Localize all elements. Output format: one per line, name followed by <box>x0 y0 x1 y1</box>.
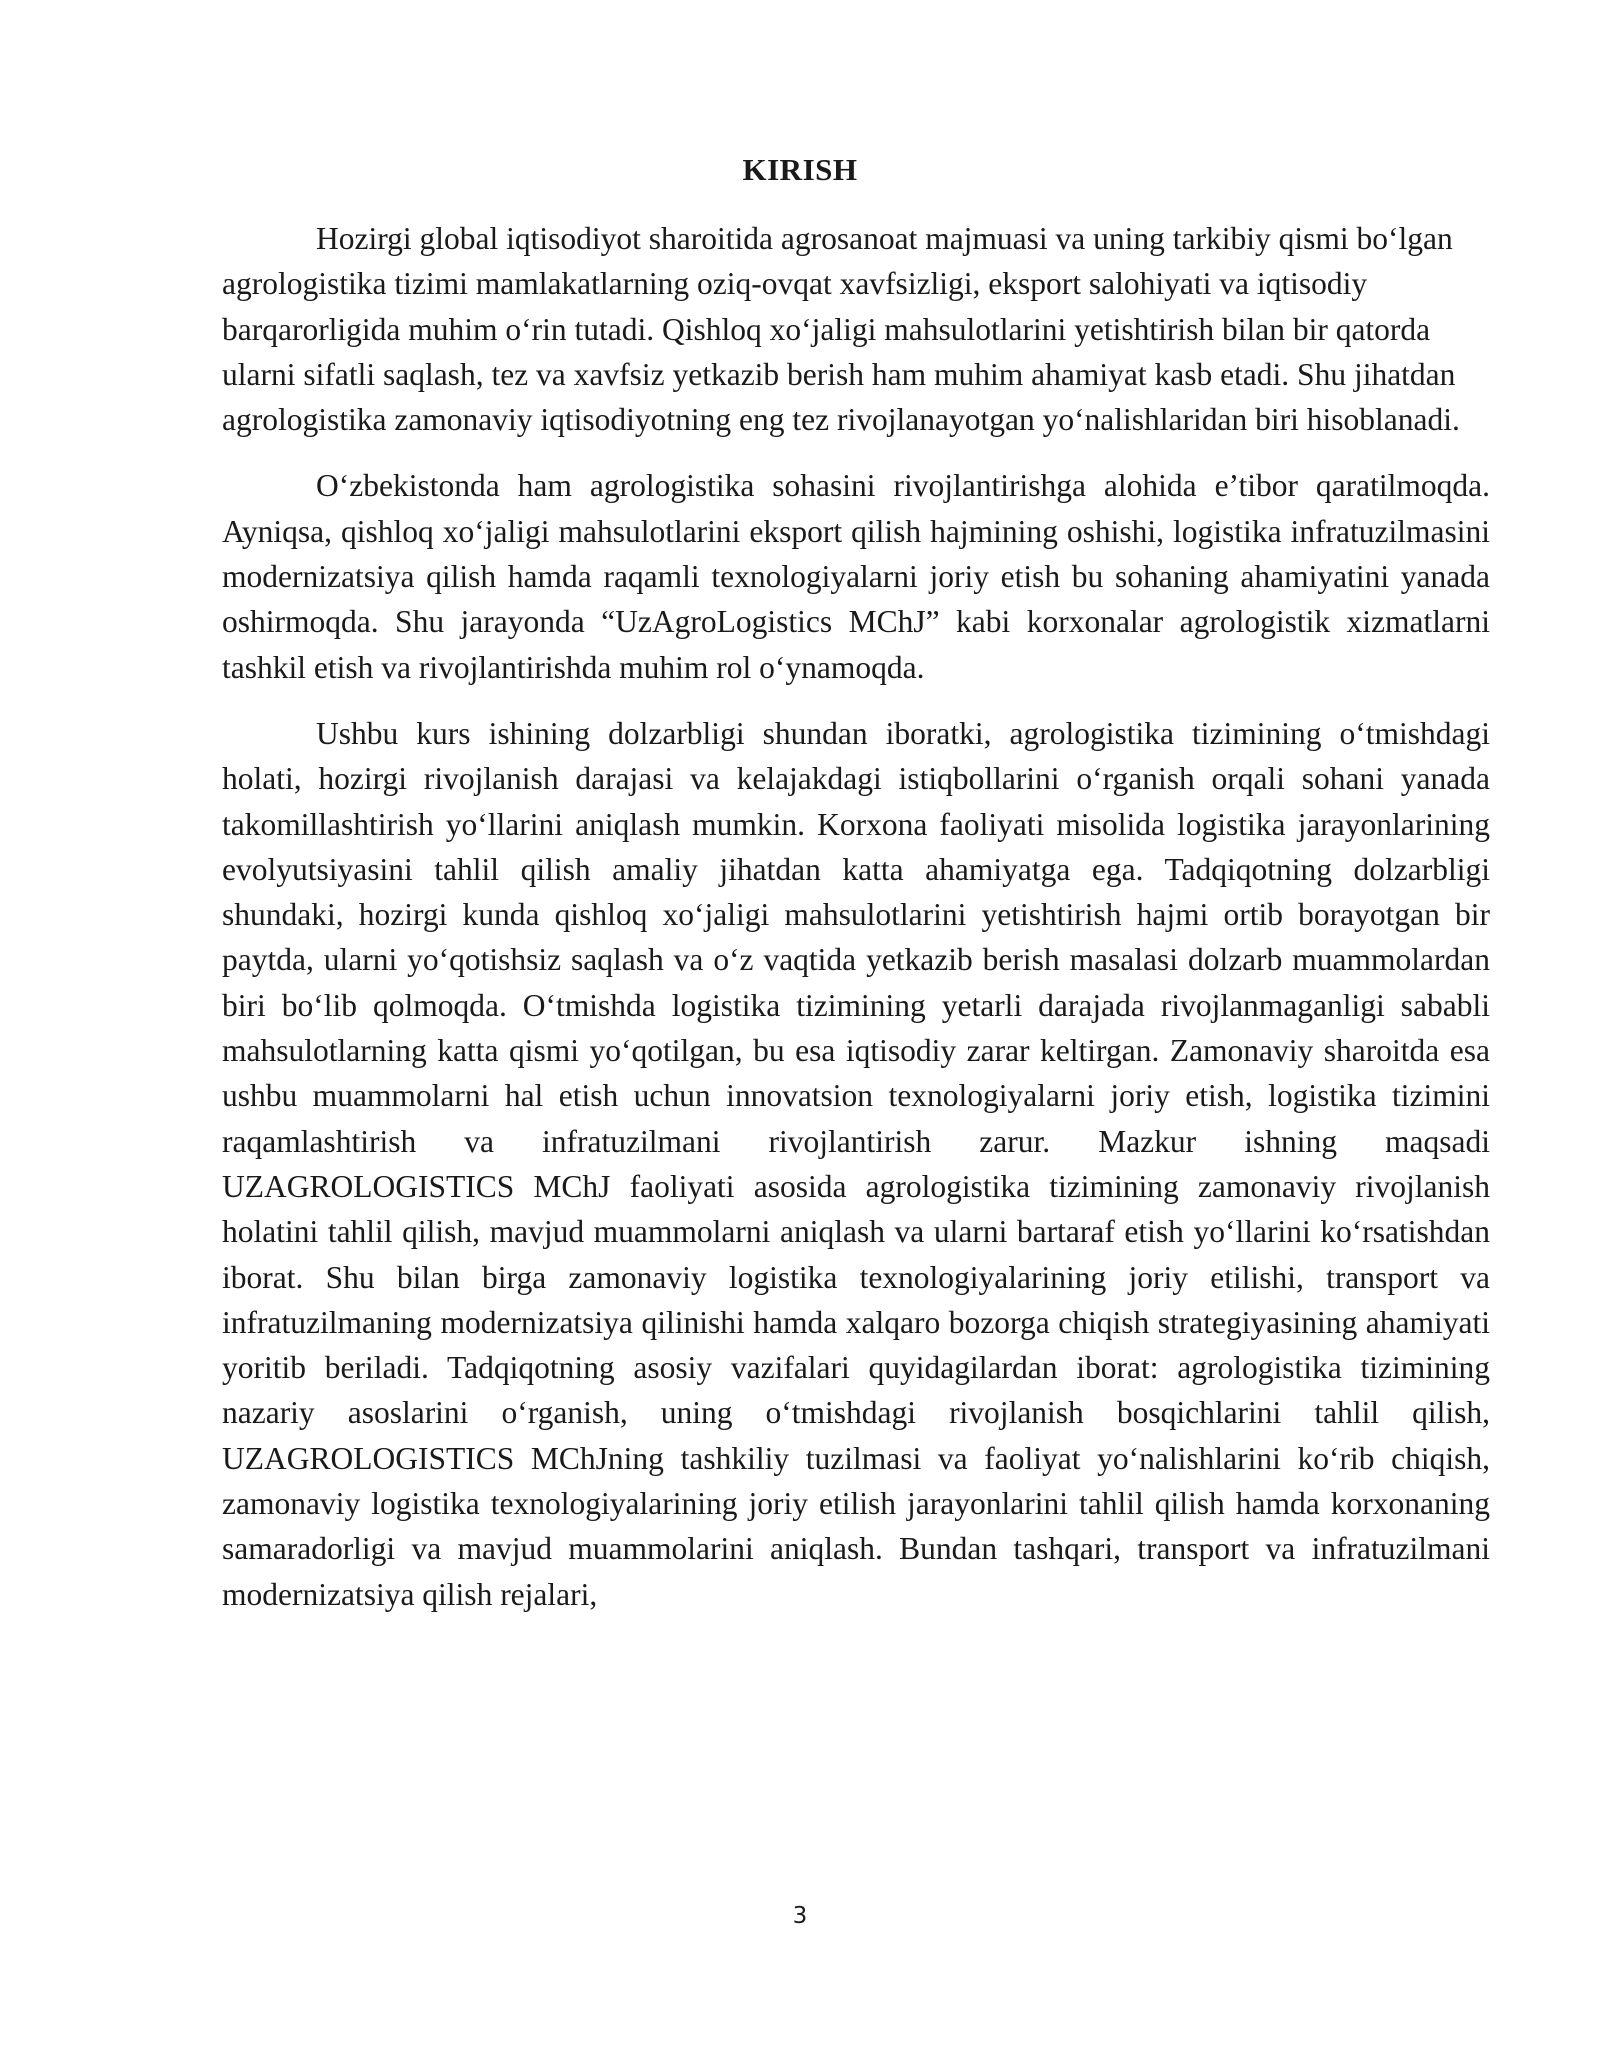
body-text <box>222 216 1490 1638</box>
paragraph-intro: Hozirgi global iqtisodiyot sharoitida agrosanoat majmuasi va uning tarkibiy qismi bo‘lgan agrologistika tizimi mamlakatlarning oziq-ovqat xavfsizligi, eksport salohiyati va iqtisodiy barqarorligida muhim o‘rin tutadi. Qishloq xo‘jaligi mahsulotlarini yetishtirish bilan bir qatorda ularni sifatli saqlash, tez va xavfsiz yetkazib berish ham muhim ahamiyat kasb etadi. Shu jihatdan agrologistika zamonaviy iqtisodiyotning eng tez rivojlanayotgan yo‘nalishlaridan biri hisoblanadi. <box>222 221 1460 438</box>
section-heading: KIRISH <box>742 152 858 187</box>
paragraph-relevance: Ushbu kurs ishining dolzarbligi shundan iboratki, agrologistika tizimining o‘tmishdagi holati, hozirgi rivojlanish darajasi va kelajakdagi istiqbollarini o‘rganish orqali sohani yanada takomillashtirish yo‘llarini aniqlash mumkin. Korxona faoliyati misolida logistika jarayonlarining evolyutsiyasini tahlil qilish amaliy jihatdan katta ahamiyatga ega. Tadqiqotning dolzarbligi shundaki, hozirgi kunda qishloq xo‘jaligi mahsulotlarini yetishtirish hajmi ortib borayotgan bir paytda, ularni yo‘qotishsiz saqlash va o‘z vaqtida yetkazib berish masalasi dolzarb muammolardan biri bo‘lib qolmoqda. O‘tmishda logistika tizimining yetarli darajada rivojlanmaganligi sababli mahsulotlarning katta qismi yo‘qotilgan, bu esa iqtisodiy zarar keltirgan. Zamonaviy sharoitda esa ushbu muammolarni hal etish uchun innovatsion texnologiyalarni joriy etish, logistika tizimini raqamlashtirish va infratuzilmani rivojlantirish zarur. Mazkur ishning maqsadi UZAGROLOGISTICS MChJ faoliyati asosida agrologistika tizimining zamonaviy rivojlanish holatini tahlil qilish, mavjud muammolarni aniqlash va ularni bartaraf etish yo‘llarini ko‘rsatishdan iborat. Shu bilan birga zamonaviy logistika texnologiyalarining joriy etilishi, transport va infratuzilmaning modernizatsiya qilinishi hamda xalqaro bozorga chiqish strategiyasining ahamiyati yoritib beriladi. Tadqiqotning asosiy vazifalari quyidagilardan iborat: agrologistika tizimining nazariy asoslarini o‘rganish, uning o‘tmishdagi rivojlanish bosqichlarini tahlil qilish, UZAGROLOGISTICS MChJning tashkiliy tuzilmasi va faoliyat yo‘nalishlarini ko‘rib chiqish, zamonaviy logistika texnologiyalarining joriy etilish jarayonlarini tahlil qilish hamda korxonaning samaradorligi va mavjud muammolarini aniqlash. Bundan tashqari, transport va infratuzilmani modernizatsiya qilish rejalari, <box>222 715 1490 1612</box>
page-number: 3 <box>792 1903 808 1929</box>
paragraph-uzbekistan: O‘zbekistonda ham agrologistika sohasini rivojlantirishga alohida e’tibor qaratilmoqda. Ayniqsa, qishloq xo‘jaligi mahsulotlarini eksport qilish hajmining oshishi, logistika infratuzilmasini modernizatsiya qilish hamda raqamli texnologiyalarni joriy etish bu sohaning ahamiyatini yanada oshirmoqda. Shu jarayonda “UzAgroLogistics MChJ” kabi korxonalar agrologistik xizmatlarni tashkil etish va rivojlantirishda muhim rol o‘ynamoqda. <box>222 468 1490 685</box>
